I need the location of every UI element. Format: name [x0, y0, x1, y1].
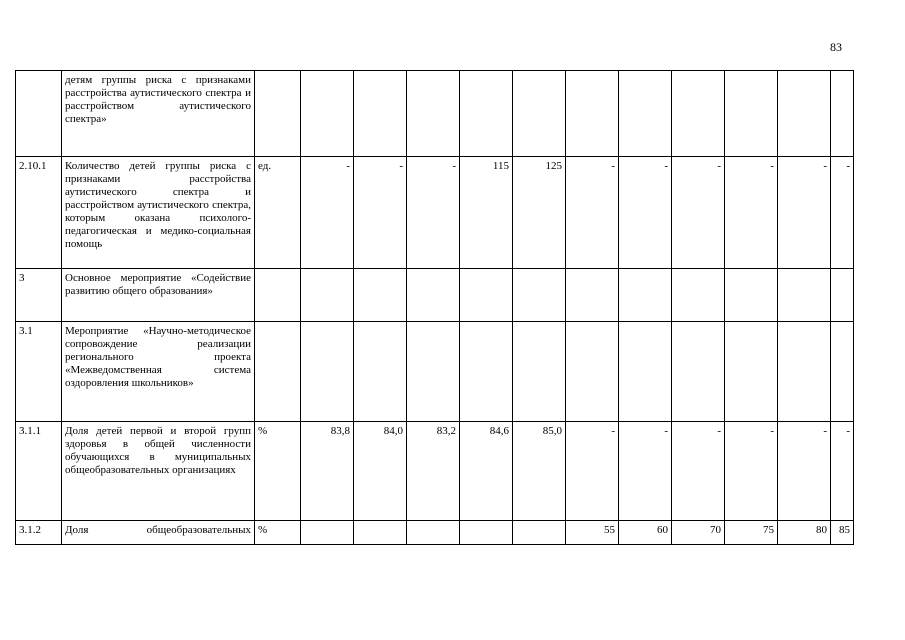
value-cell — [354, 269, 407, 322]
value-cell: - — [831, 157, 854, 269]
value-cell: - — [725, 157, 778, 269]
value-cell — [566, 322, 619, 422]
value-cell: 84,6 — [460, 422, 513, 521]
value-cell: - — [566, 157, 619, 269]
value-cell — [778, 71, 831, 157]
value-cell: - — [301, 157, 354, 269]
row-unit: % — [255, 521, 301, 545]
value-cell: 84,0 — [354, 422, 407, 521]
value-cell: 125 — [513, 157, 566, 269]
value-cell: - — [778, 422, 831, 521]
value-cell — [460, 71, 513, 157]
row-number: 3.1.1 — [16, 422, 62, 521]
row-unit — [255, 322, 301, 422]
value-cell: 115 — [460, 157, 513, 269]
row-unit — [255, 71, 301, 157]
value-cell: - — [566, 422, 619, 521]
value-cell: - — [354, 157, 407, 269]
page-number: 83 — [830, 40, 842, 54]
value-cell: - — [672, 422, 725, 521]
value-cell: 83,2 — [407, 422, 460, 521]
value-cell: 85,0 — [513, 422, 566, 521]
value-cell — [725, 71, 778, 157]
value-cell — [301, 269, 354, 322]
table-row — [16, 157, 854, 269]
value-cell: 60 — [619, 521, 672, 545]
row-number: 3.1.2 — [16, 521, 62, 545]
value-cell — [831, 269, 854, 322]
value-cell — [513, 269, 566, 322]
value-cell — [672, 322, 725, 422]
row-number: 2.10.1 — [16, 157, 62, 269]
value-cell — [354, 71, 407, 157]
row-description: Основное мероприятие «Содействие развитию общего образования» — [62, 269, 255, 322]
value-cell — [778, 269, 831, 322]
row-description: Мероприятие «Научно-методическое сопровождение реализации регионального проекта «Межведомственная система оздоровления школьников» — [62, 322, 255, 422]
value-cell — [460, 269, 513, 322]
value-cell — [407, 269, 460, 322]
value-cell — [831, 71, 854, 157]
row-unit — [255, 269, 301, 322]
value-cell — [513, 521, 566, 545]
value-cell — [301, 71, 354, 157]
table-row — [16, 322, 854, 422]
value-cell: - — [619, 157, 672, 269]
row-number: 3.1 — [16, 322, 62, 422]
value-cell: 55 — [566, 521, 619, 545]
value-cell: - — [831, 422, 854, 521]
row-number — [16, 71, 62, 157]
value-cell — [672, 269, 725, 322]
row-description: Доля детей первой и второй групп здоровья в общей численности обучающихся в муниципальных общеобразовательных организациях — [62, 422, 255, 521]
value-cell: 83,8 — [301, 422, 354, 521]
row-description: детям группы риска с признаками расстройства аутистического спектра и расстройством аутистического спектра» — [62, 71, 255, 157]
value-cell — [407, 521, 460, 545]
value-cell — [354, 322, 407, 422]
value-cell — [725, 269, 778, 322]
value-cell: - — [672, 157, 725, 269]
table-row — [16, 521, 854, 545]
value-cell — [778, 322, 831, 422]
value-cell — [407, 71, 460, 157]
value-cell — [619, 322, 672, 422]
value-cell — [301, 521, 354, 545]
value-cell — [407, 322, 460, 422]
value-cell — [672, 71, 725, 157]
value-cell: 70 — [672, 521, 725, 545]
value-cell — [619, 269, 672, 322]
value-cell — [354, 521, 407, 545]
table-row — [16, 422, 854, 521]
row-unit: % — [255, 422, 301, 521]
table-row — [16, 269, 854, 322]
value-cell: 75 — [725, 521, 778, 545]
value-cell — [725, 322, 778, 422]
value-cell — [301, 322, 354, 422]
row-number: 3 — [16, 269, 62, 322]
row-unit: ед. — [255, 157, 301, 269]
row-description: Количество детей группы риска с признаками расстройства аутистического спектра и расстройством аутистического спектра, которым оказана психолого-педагогическая и медико-социальная помощь — [62, 157, 255, 269]
value-cell — [566, 71, 619, 157]
value-cell: - — [619, 422, 672, 521]
indicators-table — [15, 70, 854, 545]
row-description: Доля общеобразовательных — [62, 521, 255, 545]
value-cell — [831, 322, 854, 422]
value-cell — [566, 269, 619, 322]
table-row — [16, 71, 854, 157]
value-cell — [513, 71, 566, 157]
value-cell: - — [407, 157, 460, 269]
value-cell: 80 — [778, 521, 831, 545]
value-cell: - — [725, 422, 778, 521]
value-cell: - — [778, 157, 831, 269]
value-cell — [513, 322, 566, 422]
value-cell — [619, 71, 672, 157]
value-cell — [460, 322, 513, 422]
value-cell — [460, 521, 513, 545]
value-cell: 85 — [831, 521, 854, 545]
